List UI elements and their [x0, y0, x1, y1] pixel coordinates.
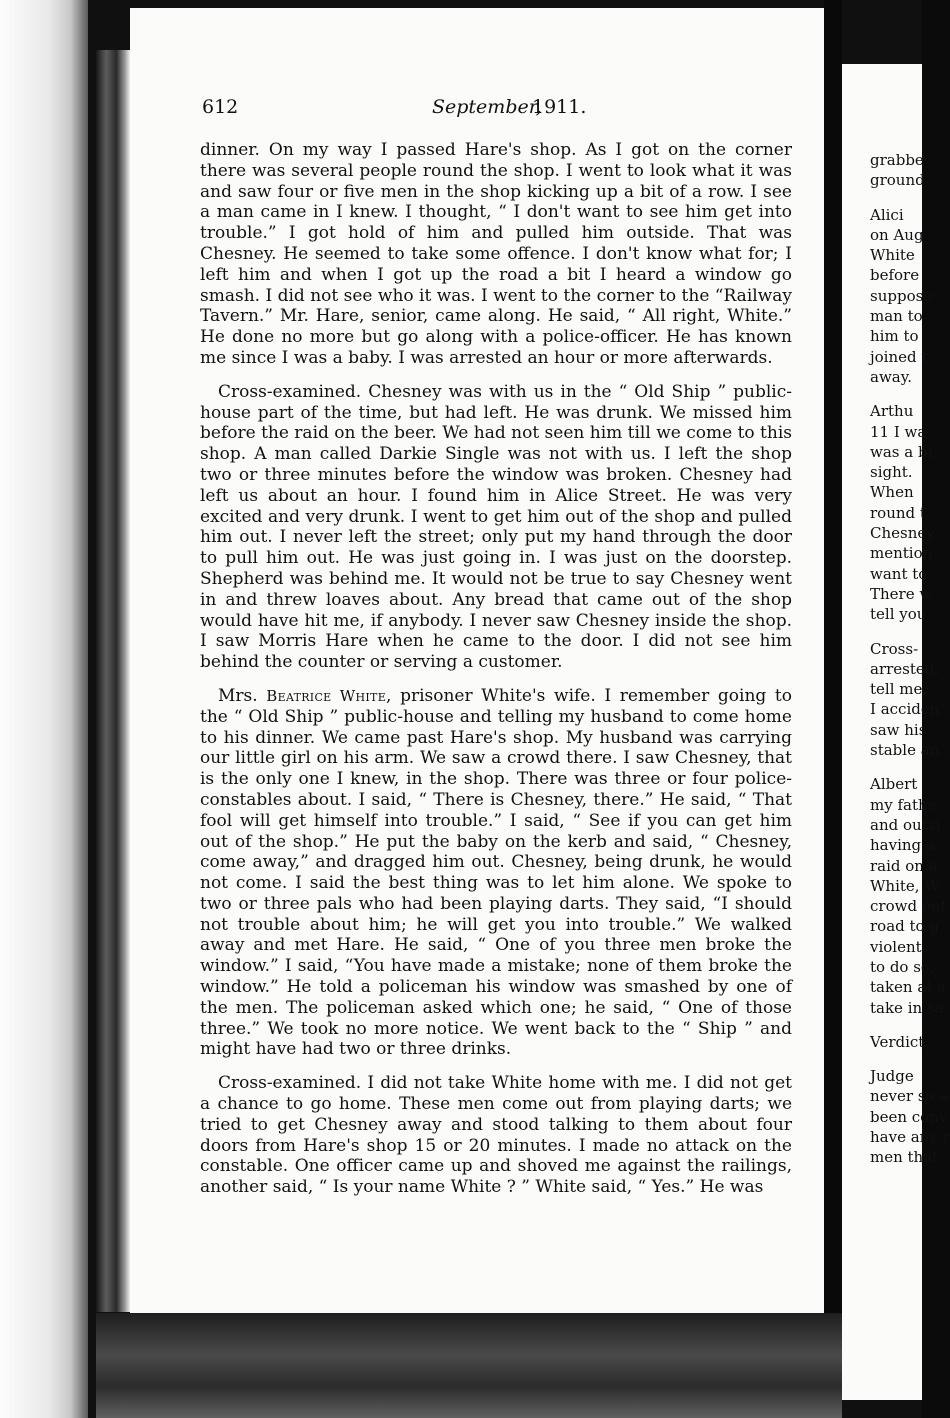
fragment-gap — [870, 1052, 930, 1066]
facing-page-fragment: 11 I wa — [870, 422, 927, 441]
facing-page-fragment: and outsi — [870, 815, 941, 834]
facing-page-fragment: sight. — [870, 463, 913, 482]
fragment-gap — [870, 387, 930, 401]
page-number: 612 — [202, 96, 239, 118]
witness-name: Beatrice White — [266, 686, 387, 705]
facing-page-fragment: ground — [870, 171, 925, 190]
facing-page-fragment: take in sa — [870, 998, 944, 1017]
scanner-edge — [0, 0, 88, 1418]
facing-page-fragment: stable an — [870, 741, 940, 760]
facing-page-fragment: violent; — [870, 937, 927, 956]
facing-page-fragment: mention — [870, 544, 933, 563]
facing-page-fragment: Judge — [870, 1067, 914, 1086]
facing-page-fragment: Cross- — [870, 639, 919, 658]
facing-page-fragment: having a — [870, 836, 935, 855]
facing-page-fragment: There w — [870, 584, 933, 603]
facing-page-fragment: him to — [870, 327, 919, 346]
facing-page-fragment: joined t — [870, 347, 928, 366]
witness-statement: , prisoner White's wife. I remember going to the “ Old Ship ” public-house and telling my husband to come home to his dinner. We came past Hare's shop. My husband was carrying our little girl on his arm. We saw a crowd there. I saw Chesney, that is the only one I knew, in the shop. There was three or four police-constables about. I said, “ There is Chesney, there.” He said, “ That fool will get himself into trouble.” I said, “ See if you can get him out of the shop.” He put the baby on the kerb and said, “ Chesney, come away,” and dragged him out. Chesney, being drunk, he would not come. I said the best thing was to let him alone. We spoke to two or three pals who had been playing darts. They said, “I should not trouble about him; he will get you into trouble.” We walked away and met Hare. He said, “ One of you three men broke the window.” I said, “You have made a mistake; none of them broke the window.” He told a policeman his window was smashed by one of the men. The policeman asked which one; he said, “ One of those three.” We took no more notice. We went back to the “ Ship ” and might have had two or three drinks. — [200, 685, 792, 1060]
facing-page-fragments — [870, 150, 950, 1168]
paragraph-beatrice-white-testimony — [200, 686, 792, 1060]
facing-page-fragment: road to g — [870, 917, 939, 936]
facing-page-fragment: to do so, — [870, 957, 935, 976]
facing-page-fragment: Albert — [870, 775, 918, 794]
fragment-gap — [870, 760, 930, 774]
facing-page-fragment: saw his — [870, 720, 927, 739]
book-spine — [96, 50, 130, 1312]
facing-page-fragment: my fathe — [870, 795, 937, 814]
facing-page-fragment: never so a — [870, 1087, 949, 1106]
facing-page-fragment: been conv — [870, 1107, 948, 1126]
facing-page-fragment: grabbe — [870, 151, 924, 169]
facing-page-fragment: on Aug — [870, 225, 924, 244]
facing-page-fragment: men that — [870, 1148, 939, 1167]
facing-page-fragment: arrested. — [870, 659, 940, 678]
facing-page-fragment: Chesney — [870, 524, 935, 543]
paragraph-cross-examined-white: Cross-examined. Chesney was with us in the “ Old Ship ” public-house part of the time, but had left. He was drunk. We missed him before the raid on the beer. We had not seen him till we come to this shop. A man called Darkie Single was not with us. I left the shop two or three minutes before the window was broken. Chesney had left us about an hour. I found him in Alice Street. He was very excited and very drunk. I went to get him out of the shop and pulled him out. I never left the street; only put my hand through the door to pull him out. He was just going in. I was just on the doorstep. Shepherd was behind me. It would not be true to say Chesney went in and threw loaves about. Any bread that came out of the shop would have hit me, if anybody. I never saw Chesney inside the shop. I saw Morris Hare when he came to the door. I did not see him behind the counter or serving a customer. — [200, 381, 792, 673]
facing-page-fragment: raid on a — [870, 856, 938, 875]
facing-page-fragment: before — [870, 266, 920, 285]
facing-page-fragment: want to — [870, 564, 928, 583]
witness-prefix: Mrs. — [218, 685, 267, 706]
page-header — [202, 96, 802, 126]
facing-page-fragment: White, W — [870, 876, 940, 895]
facing-page-fragment: Arthu — [870, 402, 914, 421]
paragraph-cross-examined-beatrice: Cross-examined. I did not take White home with me. I did not get a chance to go home. These men come out from playing darts; we tried to get Chesney away and stood talking to them about four doors from Hare's shop 15 or 20 minutes. I made no attack on the constable. One officer came up and shoved me against the railings, another said, “ Is your name White ? ” White said, “ Yes.” He was — [200, 1073, 792, 1198]
facing-page-fragment: have any r — [870, 1128, 950, 1147]
page-body — [200, 140, 792, 1211]
facing-page-fragment: Verdict, — [870, 1032, 930, 1051]
book-bottom-edge — [96, 1313, 842, 1418]
facing-page-fragment: taken at a — [870, 978, 947, 997]
facing-page-fragment: Alici — [870, 205, 904, 224]
facing-page-fragment: round t — [870, 503, 926, 522]
facing-page-fragment: crowd out — [870, 897, 947, 916]
paragraph-continued-testimony: dinner. On my way I passed Hare's shop. As I got on the corner there was several people round the shop. I went to look what it was and saw four or five men in the shop kicking up a bit of a row. I see a man came in I knew. I thought, “ I don't want to see him get into trouble.” I got hold of him and pulled him outside. That was Chesney. He seemed to take some offence. I don't know what for; I left him and when I got up the road a bit I heard a window go smash. I did not see who it was. I went to the corner to the “Railway Tavern.” Mr. Hare, senior, came along. He said, “ All right, White.” He done no more but go along with a police-officer. He has known me since I was a baby. I was arrested an hour or more afterwards. — [200, 140, 792, 368]
facing-page-fragment: tell you — [870, 605, 927, 624]
running-head: September, — [432, 96, 542, 118]
running-head-year: 1911. — [532, 96, 587, 118]
fragment-gap — [870, 191, 930, 205]
page-gutter — [824, 0, 842, 1418]
facing-page-fragment: man to — [870, 307, 923, 326]
facing-page-fragment: away. — [870, 367, 912, 386]
facing-page-fragment: suppose — [870, 286, 933, 305]
facing-page-fragment: I acciden — [870, 700, 940, 719]
facing-page-fragment: When — [870, 483, 914, 502]
facing-page-fragment: was a bi — [870, 442, 933, 461]
fragment-gap — [870, 1018, 930, 1032]
facing-page-fragment: White — [870, 246, 915, 265]
facing-page-fragment: tell me. — [870, 680, 928, 699]
fragment-gap — [870, 625, 930, 639]
